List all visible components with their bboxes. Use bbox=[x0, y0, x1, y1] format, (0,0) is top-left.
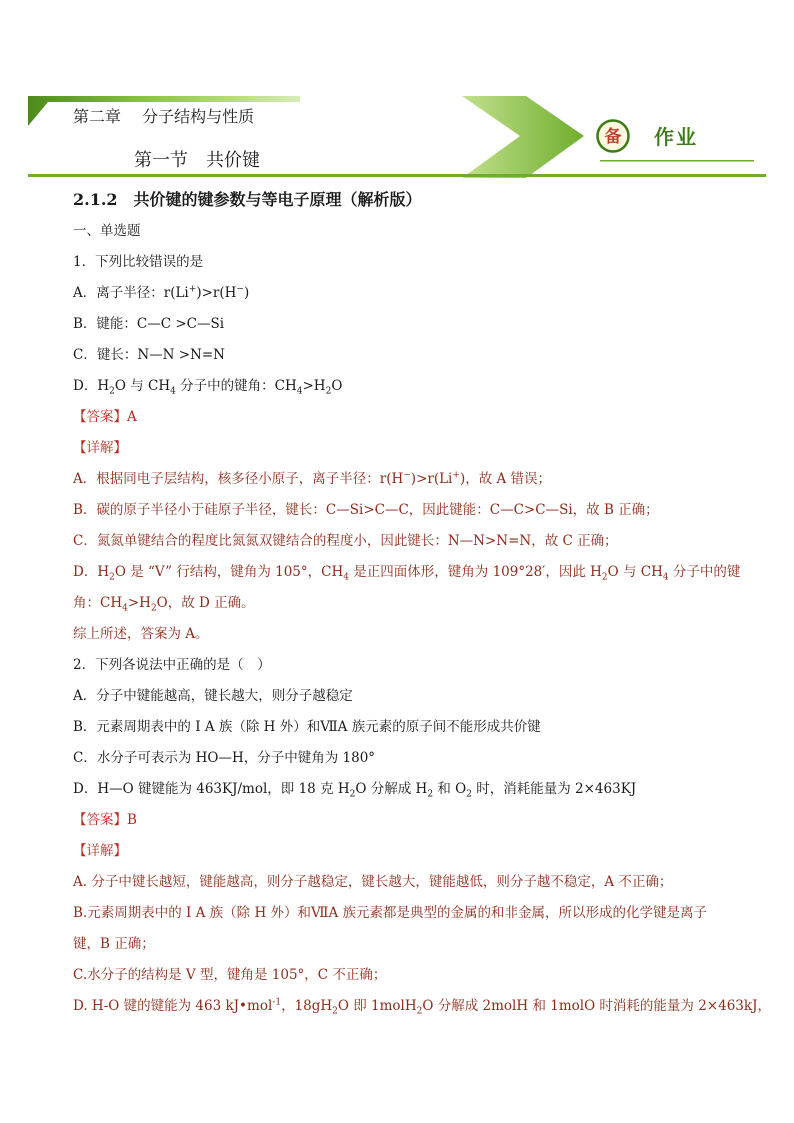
q2-explain-d: D. H-O 键的键能为 463 kJ•mol$^{-1}$，$18gH_2O$ 即 1molH$_2$O 分解成 2molH 和 1molO 时消耗的能量为 2×463kJ， bbox=[73, 997, 771, 1017]
q2-detail-tag: 【详解】 bbox=[73, 843, 127, 859]
q1-answer: 【答案】A bbox=[73, 409, 137, 425]
section-heading: 一、单选题 bbox=[73, 223, 141, 239]
q2-option-d: D．H—O 键键能为 463KJ/mol，即 18 克 $H_2O$ 分解成 $H_2$ 和 $O_2$ 时，消耗能量为 2×463KJ bbox=[73, 781, 637, 800]
q2-explain-a: A. 分子中键长越短，键能越高，则分子越稳定，键长越大，键能越低，则分子越不稳定，A 不正确； bbox=[73, 874, 673, 890]
q1-stem: 1．下列比较错误的是 bbox=[73, 254, 204, 270]
q2-explain-c: C.水分子的结构是 V 型，键角是 105°，C 不正确； bbox=[73, 967, 387, 983]
homework-label: 作业 bbox=[654, 125, 698, 149]
q2-answer: 【答案】B bbox=[73, 812, 137, 828]
document-body bbox=[73, 216, 771, 1022]
q1-option-c: C．键长：N—N >N=N bbox=[73, 347, 225, 363]
section-title: 第一节 共价键 bbox=[134, 150, 260, 171]
q2-option-a: A．分子中键能越高，键长越大，则分子越稳定 bbox=[73, 688, 353, 704]
q2-explain-b2: 键，B 正确； bbox=[73, 936, 155, 952]
q2-stem: 2．下列各说法中正确的是（ ） bbox=[73, 657, 271, 673]
document-title: 2.1.2 共价键的键参数与等电子原理（解析版） bbox=[73, 190, 422, 209]
q1-option-a: A．离子半径：r(Li+)>r(H−) bbox=[73, 284, 250, 301]
badge-char: 备 bbox=[604, 127, 622, 147]
q2-option-c: C．水分子可表示为 HO—H，分子中键角为 180° bbox=[73, 750, 376, 766]
q1-explain-d1: D．$H_2O$ 是 “V” 行结构，键角为 105°，$CH_4$ 是正四面体形，键角为 109°28′，因此 $H_2O$ 与 $CH_4$ 分子中的键 bbox=[73, 564, 741, 583]
q1-explain-d2: 角：$CH_4>H_2O$，故 D 正确。 bbox=[73, 595, 255, 614]
q1-explain-c: C．氮氮单键结合的程度比氮氮双键结合的程度小，因此键长：N—N>N=N，故 C 正确； bbox=[73, 533, 618, 549]
q1-summary: 综上所述，答案为 A。 bbox=[73, 626, 209, 642]
q1-option-d: D．$H_2O$ 与 $CH_4$ 分子中的键角：$CH_4>H_2O$ bbox=[73, 378, 343, 397]
q2-explain-b1: B.元素周期表中的 I A 族（除 H 外）和ⅦA 族元素都是典型的金属的和非金属，所以形成的化学键是离子 bbox=[73, 905, 707, 921]
chapter-title: 第二章 分子结构与性质 bbox=[73, 107, 255, 126]
q1-explain-a: A．根据同电子层结构，核多径小原子，离子半径：r(H−)>r(Li+)，故 A 错误； bbox=[73, 470, 552, 487]
q1-detail-tag: 【详解】 bbox=[73, 440, 127, 456]
q2-option-b: B．元素周期表中的 I A 族（除 H 外）和ⅦA 族元素的原子间不能形成共价键 bbox=[73, 719, 541, 735]
q1-option-b: B．键能：C—C >C—Si bbox=[73, 316, 225, 332]
badge-icon bbox=[596, 119, 630, 153]
q1-explain-b: B．碳的原子半径小于硅原子半径，键长：C—Si>C—C，因此键能：C—C>C—Si，故 B 正确； bbox=[73, 502, 659, 518]
